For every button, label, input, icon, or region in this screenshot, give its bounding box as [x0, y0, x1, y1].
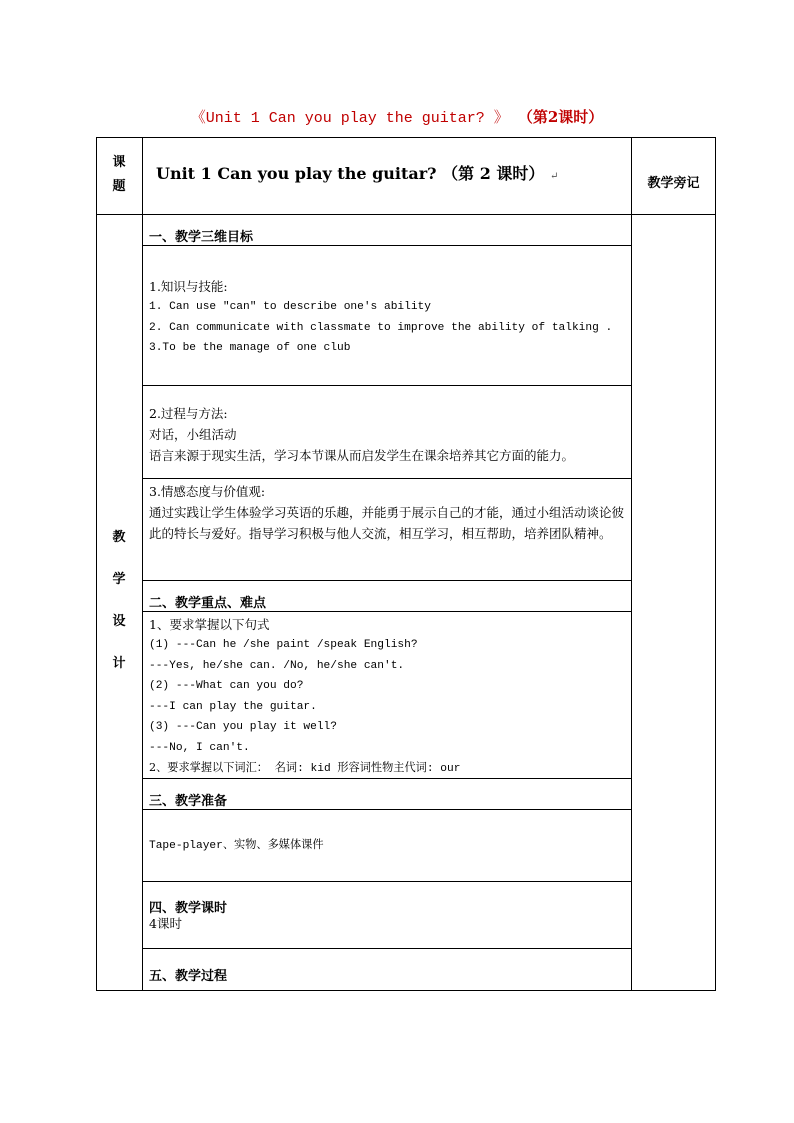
keypoints-item2-detail: 名词: kid 形容词性物主代词: our	[268, 763, 461, 775]
knowledge-line: 2. Can communicate with classmate to improve the ability of talking .	[149, 321, 613, 334]
process-line: 对话，小组活动	[149, 427, 237, 442]
divider-goals-head	[142, 245, 631, 246]
procedure-heading: 五、教学过程	[149, 969, 228, 984]
sentence-pattern-line: (2) ---What can you do?	[149, 680, 304, 692]
process-block	[149, 403, 629, 466]
column-divider-right	[631, 137, 632, 991]
knowledge-title: 1.知识与技能:	[149, 279, 228, 294]
preparation-heading: 三、教学准备	[149, 794, 228, 809]
lesson-topic	[156, 161, 558, 184]
periods-text: 4课时	[149, 916, 182, 931]
paragraph-mark: ↵	[549, 171, 559, 182]
document-title	[0, 106, 794, 127]
sentence-pattern-line: ---I can play the guitar.	[149, 700, 317, 713]
emotion-block	[149, 481, 627, 544]
column-divider-left	[142, 137, 143, 991]
design-label: 教 学 设 计	[112, 530, 126, 671]
keypoints-block	[149, 614, 627, 780]
topic-label: 课 题	[112, 155, 126, 194]
process-line: 语言来源于现实生活，学习本节课从而启发学生在课余培养其它方面的能力。	[149, 448, 575, 463]
keypoints-heading: 二、教学重点、难点	[149, 596, 267, 611]
side-notes-label: 教学旁记	[647, 176, 700, 191]
lesson-topic-period: （第 2 课时）	[442, 164, 545, 183]
divider-preparation	[142, 881, 631, 882]
header-row-divider	[96, 214, 716, 215]
goals-heading: 一、教学三维目标	[149, 230, 254, 245]
divider-preparation-head	[142, 809, 631, 810]
lesson-plan-table	[96, 137, 716, 991]
document-title-lesson: （第2课时）	[517, 108, 604, 126]
keypoints-item2-title: 2、要求掌握以下词汇：	[149, 761, 268, 774]
divider-keypoints-head	[142, 611, 631, 612]
divider-emotion	[142, 580, 631, 581]
sentence-pattern-line: (1) ---Can he /she paint /speak English?	[149, 639, 418, 651]
sentence-pattern-line: ---Yes, he/she can. /No, he/she can't.	[149, 659, 405, 672]
knowledge-line: 3.To be the manage of one club	[149, 342, 351, 354]
emotion-text: 通过实践让学生体验学习英语的乐趣，并能勇于展示自己的才能，通过小组活动谈论彼此的特长与爱好。指导学习积极与他人交流，相互学习，相互帮助，培养团队精神。	[149, 505, 625, 541]
sentence-pattern-line: (3) ---Can you play it well?	[149, 721, 337, 733]
periods-heading: 四、教学课时	[149, 901, 228, 916]
divider-periods	[142, 948, 631, 949]
document-title-english: 《Unit 1 Can you play the guitar? 》	[190, 110, 509, 127]
emotion-title: 3.情感态度与价值观:	[149, 484, 266, 499]
knowledge-block	[149, 276, 627, 359]
keypoints-item1-title: 1、要求掌握以下句式	[149, 617, 270, 632]
lesson-topic-english: Unit 1 Can you play the guitar?	[156, 164, 437, 183]
divider-process	[142, 478, 631, 479]
preparation-text: Tape-player、实物、多媒体课件	[149, 840, 324, 852]
sentence-pattern-line: ---No, I can't.	[149, 741, 250, 754]
vocabulary-line	[149, 758, 627, 780]
divider-knowledge	[142, 385, 631, 386]
process-title: 2.过程与方法:	[149, 406, 228, 421]
knowledge-line: 1. Can use "can" to describe one's ability	[149, 301, 431, 313]
